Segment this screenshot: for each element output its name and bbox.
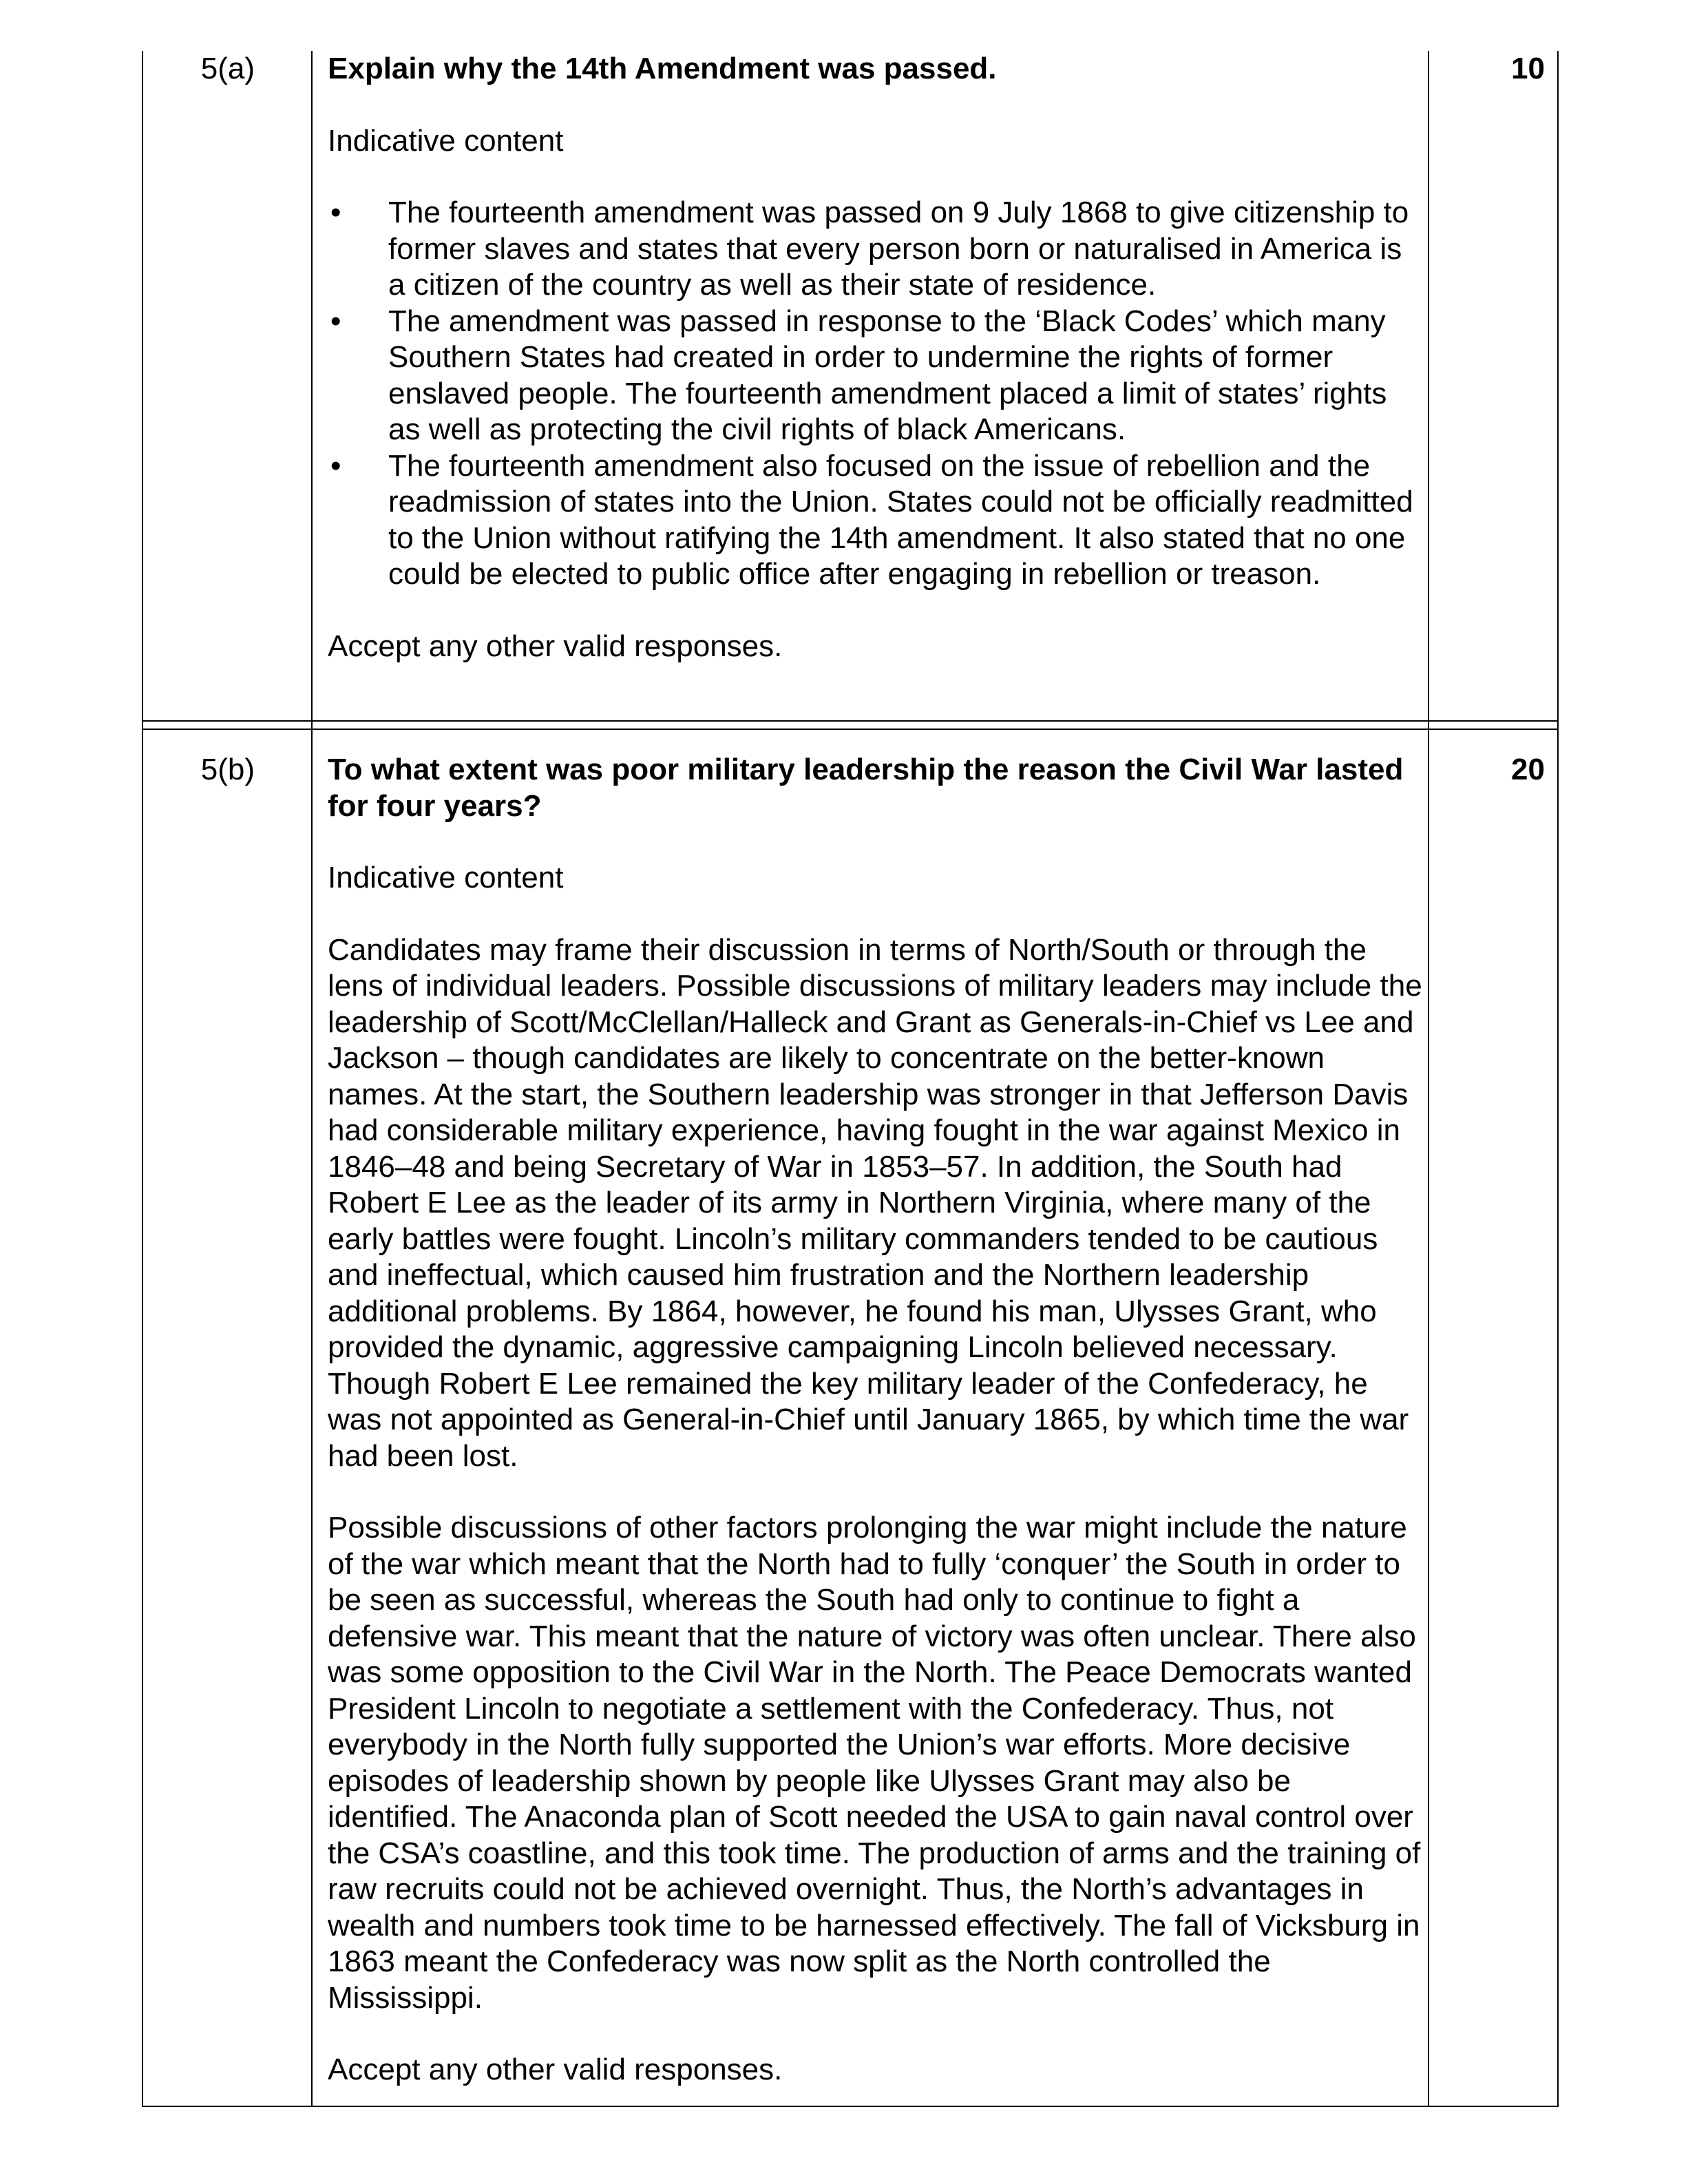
table-border-marks-column <box>1428 51 1429 2107</box>
bullet-list-5a <box>328 195 1422 593</box>
paragraph-other-factors: Possible discussions of other factors prolonging the war might include the nature of the war which meant that the North had to fully ‘conquer’ the South in order to be seen as successful, whereas the South had only to continue to fight a defensive war. This meant that the nature of victory was often unclear. There also was some opposition to the Civil War in the North. The Peace Democrats wanted President Lincoln to negotiate a settlement with the Confederacy. Thus, not everybody in the North fully supported the Union’s war efforts. More decisive episodes of leadership shown by people like Ulysses Grant may also be identified. The Anaconda plan of Scott needed the USA to gain naval control over the CSA’s coastline, and this took time. The production of arms and the training of raw recruits could not be achieved overnight. Thus, the North’s advantages in wealth and numbers took time to be harnessed effectively. The fall of Vicksburg in 1863 meant the Confederacy was now split as the North controlled the Mississippi. <box>328 1511 1421 2015</box>
list-item <box>328 304 1422 448</box>
marks-5a: 10 <box>1511 52 1545 85</box>
bullet-icon: • <box>330 304 341 338</box>
list-item <box>328 195 1422 304</box>
question-number-5a: 5(a) <box>200 52 255 85</box>
bullet-text: The fourteenth amendment was passed on 9 July 1868 to give citizenship to former slaves and states that every person born or naturalised in America is a citizen of the country as well as their state of residence. <box>388 196 1409 302</box>
bullet-icon: • <box>330 196 341 229</box>
indicative-content-heading-5a: Indicative content <box>328 123 564 158</box>
bullet-icon: • <box>330 448 341 483</box>
list-item <box>328 448 1422 593</box>
table-border-bottom <box>142 2106 1559 2107</box>
answer-content-5a <box>328 51 1422 664</box>
bullet-text: The fourteenth amendment also focused on the issue of rebellion and the readmission of states into the Union. States could not be officially readmitted to the Union without ratifying the 14th amendment. It also stated that no one could be elected to public office after engaging in rebellion or treason. <box>388 448 1413 591</box>
indicative-content-heading-5b: Indicative content <box>328 861 564 894</box>
table-border-number-column <box>311 51 313 2107</box>
footer-note-5a: Accept any other valid responses. <box>328 629 783 663</box>
bullet-text: The amendment was passed in response to the ‘Black Codes’ which many Southern States had created in order to undermine the rights of former enslaved people. The fourteenth amendment placed a limit of states’ rights as well as protecting the civil rights of black Americans. <box>388 304 1387 446</box>
question-text-5b: To what extent was poor military leadership the reason the Civil War lasted for four years? <box>328 753 1404 823</box>
marks-5b: 20 <box>1511 753 1545 786</box>
question-number-5b: 5(b) <box>200 753 255 786</box>
question-text-5a: Explain why the 14th Amendment was passed. <box>328 52 997 85</box>
table-border-left <box>142 51 143 2107</box>
answer-content-5b <box>328 752 1422 2088</box>
row-divider-bottom <box>142 729 1559 730</box>
row-divider-top <box>142 720 1559 722</box>
paragraph-leadership: Candidates may frame their discussion in terms of North/South or through the lens of individual leaders. Possible discussions of military leaders may include the leadership of Scott/McClellan/Halleck and Grant as Generals-in-Chief vs Lee and Jackson – though candidates are likely to concentrate on the better-known names. At the start, the Southern leadership was stronger in that Jefferson Davis had considerable military experience, having fought in the war against Mexico in 1846–48 and being Secretary of War in 1853–57. In addition, the South had Robert E Lee as the leader of its army in Northern Virginia, where many of the early battles were fought. Lincoln’s military commanders tended to be cautious and ineffectual, which caused him frustration and the Northern leadership additional problems. By 1864, however, he found his man, Ulysses Grant, who provided the dynamic, aggressive campaigning Lincoln believed necessary. Though Robert E Lee remained the key military leader of the Confederacy, he was not appointed as General-in-Chief until January 1865, by which time the war had been lost. <box>328 932 1422 1473</box>
footer-note-5b: Accept any other valid responses. <box>328 2053 783 2086</box>
table-border-right <box>1557 51 1559 2107</box>
